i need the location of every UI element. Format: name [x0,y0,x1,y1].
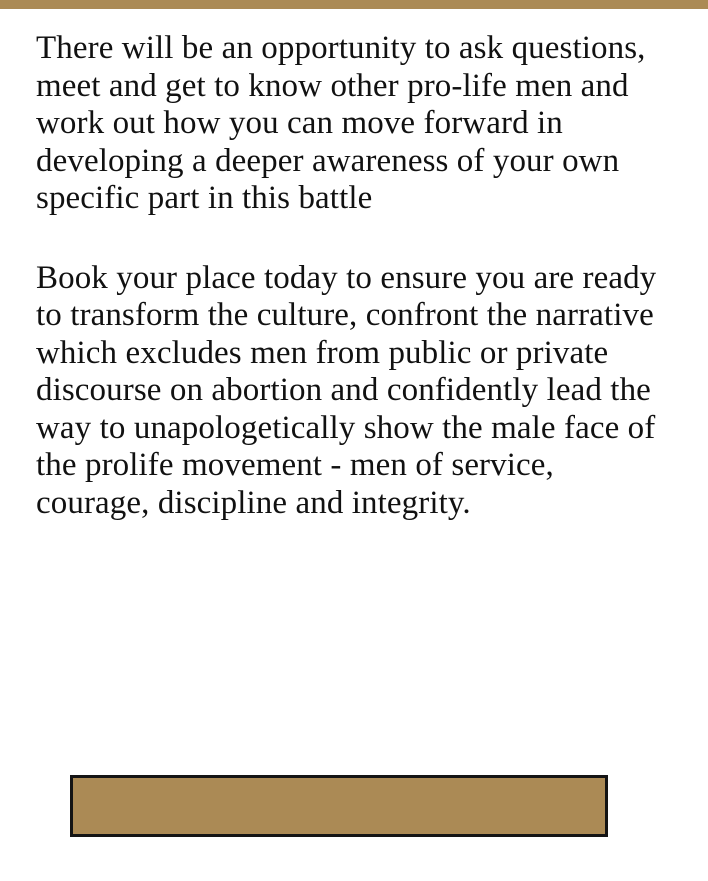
book-place-button[interactable] [70,775,608,837]
paragraph-2: Book your place today to ensure you are ready to transform the culture, confront the narrative which excludes men from public or private discourse on abortion and confidently lead the way to unapologetically show the male face of the prolife movement - men of service, courage, discipline and integrity. [36,259,657,521]
cta-container [70,775,608,837]
top-accent-bar [0,0,708,9]
body-text-block [36,30,672,522]
paragraph-1: There will be an opportunity to ask questions, meet and get to know other pro-life men and work out how you can move forward in developing a deeper awareness of your own specific part in this battle [36,30,646,216]
